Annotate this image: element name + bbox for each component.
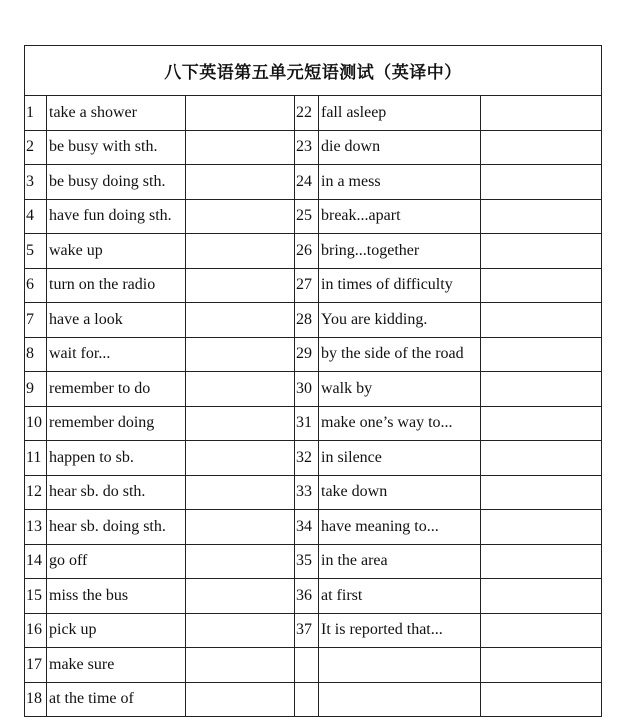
answer-blank[interactable] <box>481 544 602 579</box>
answer-blank[interactable] <box>481 682 602 717</box>
table-row <box>25 130 602 165</box>
item-number: 34 <box>295 510 319 545</box>
phrase-text: at first <box>319 579 481 614</box>
phrase-text <box>319 682 481 717</box>
table-row <box>25 613 602 648</box>
phrase-text: hear sb. doing sth. <box>47 510 186 545</box>
item-number: 5 <box>25 234 47 269</box>
table-row <box>25 648 602 683</box>
item-number: 15 <box>25 579 47 614</box>
answer-blank[interactable] <box>186 303 295 338</box>
item-number: 24 <box>295 165 319 200</box>
item-number: 18 <box>25 682 47 717</box>
phrase-text: remember doing <box>47 406 186 441</box>
phrase-text: by the side of the road <box>319 337 481 372</box>
answer-blank[interactable] <box>481 579 602 614</box>
phrase-test-sheet <box>24 45 601 717</box>
phrase-text: make one’s way to... <box>319 406 481 441</box>
answer-blank[interactable] <box>481 165 602 200</box>
table-row <box>25 96 602 131</box>
table-row <box>25 337 602 372</box>
phrase-text: You are kidding. <box>319 303 481 338</box>
answer-blank[interactable] <box>186 648 295 683</box>
phrase-text: in silence <box>319 441 481 476</box>
table-row <box>25 199 602 234</box>
answer-blank[interactable] <box>186 510 295 545</box>
table-row <box>25 510 602 545</box>
phrase-text: be busy with sth. <box>47 130 186 165</box>
item-number: 11 <box>25 441 47 476</box>
item-number: 27 <box>295 268 319 303</box>
phrase-text: take down <box>319 475 481 510</box>
item-number: 29 <box>295 337 319 372</box>
table-row <box>25 406 602 441</box>
phrase-text: go off <box>47 544 186 579</box>
phrase-text: be busy doing sth. <box>47 165 186 200</box>
item-number: 7 <box>25 303 47 338</box>
page-title: 八下英语第五单元短语测试（英译中） <box>25 46 602 96</box>
phrase-text: turn on the radio <box>47 268 186 303</box>
item-number: 25 <box>295 199 319 234</box>
answer-blank[interactable] <box>186 406 295 441</box>
answer-blank[interactable] <box>481 96 602 131</box>
table-row <box>25 234 602 269</box>
item-number: 9 <box>25 372 47 407</box>
answer-blank[interactable] <box>186 130 295 165</box>
item-number: 3 <box>25 165 47 200</box>
item-number: 26 <box>295 234 319 269</box>
item-number: 37 <box>295 613 319 648</box>
answer-blank[interactable] <box>186 199 295 234</box>
item-number: 32 <box>295 441 319 476</box>
table-row <box>25 579 602 614</box>
phrase-text: in times of difficulty <box>319 268 481 303</box>
table-row <box>25 475 602 510</box>
item-number: 16 <box>25 613 47 648</box>
item-number <box>295 682 319 717</box>
answer-blank[interactable] <box>186 441 295 476</box>
item-number: 1 <box>25 96 47 131</box>
table-row <box>25 441 602 476</box>
phrase-text: miss the bus <box>47 579 186 614</box>
answer-blank[interactable] <box>481 268 602 303</box>
item-number: 12 <box>25 475 47 510</box>
answer-blank[interactable] <box>186 475 295 510</box>
answer-blank[interactable] <box>186 96 295 131</box>
phrase-text: take a shower <box>47 96 186 131</box>
item-number: 14 <box>25 544 47 579</box>
answer-blank[interactable] <box>186 372 295 407</box>
item-number: 2 <box>25 130 47 165</box>
item-number: 22 <box>295 96 319 131</box>
phrase-text: break...apart <box>319 199 481 234</box>
phrase-text: in a mess <box>319 165 481 200</box>
answer-blank[interactable] <box>481 130 602 165</box>
table-row <box>25 268 602 303</box>
phrase-text: wait for... <box>47 337 186 372</box>
answer-blank[interactable] <box>481 199 602 234</box>
phrase-text: hear sb. do sth. <box>47 475 186 510</box>
phrase-text: fall asleep <box>319 96 481 131</box>
phrase-text: bring...together <box>319 234 481 269</box>
answer-blank[interactable] <box>481 510 602 545</box>
phrase-table <box>24 45 602 717</box>
phrase-text: make sure <box>47 648 186 683</box>
answer-blank[interactable] <box>186 613 295 648</box>
answer-blank[interactable] <box>186 165 295 200</box>
phrase-text: happen to sb. <box>47 441 186 476</box>
item-number: 8 <box>25 337 47 372</box>
answer-blank[interactable] <box>186 544 295 579</box>
answer-blank[interactable] <box>186 682 295 717</box>
answer-blank[interactable] <box>481 406 602 441</box>
answer-blank[interactable] <box>186 337 295 372</box>
item-number: 13 <box>25 510 47 545</box>
phrase-text: at the time of <box>47 682 186 717</box>
answer-blank[interactable] <box>186 234 295 269</box>
phrase-text <box>319 648 481 683</box>
phrase-text: pick up <box>47 613 186 648</box>
phrase-text: remember to do <box>47 372 186 407</box>
answer-blank[interactable] <box>186 268 295 303</box>
phrase-text: walk by <box>319 372 481 407</box>
answer-blank[interactable] <box>186 579 295 614</box>
phrase-text: have fun doing sth. <box>47 199 186 234</box>
answer-blank[interactable] <box>481 441 602 476</box>
phrase-text: It is reported that... <box>319 613 481 648</box>
table-row <box>25 544 602 579</box>
item-number: 23 <box>295 130 319 165</box>
answer-blank[interactable] <box>481 475 602 510</box>
answer-blank[interactable] <box>481 234 602 269</box>
item-number: 6 <box>25 268 47 303</box>
table-row <box>25 303 602 338</box>
answer-blank[interactable] <box>481 337 602 372</box>
answer-blank[interactable] <box>481 372 602 407</box>
table-row <box>25 165 602 200</box>
item-number: 28 <box>295 303 319 338</box>
item-number <box>295 648 319 683</box>
answer-blank[interactable] <box>481 303 602 338</box>
item-number: 4 <box>25 199 47 234</box>
phrase-text: have meaning to... <box>319 510 481 545</box>
table-row <box>25 372 602 407</box>
table-row <box>25 682 602 717</box>
item-number: 30 <box>295 372 319 407</box>
item-number: 10 <box>25 406 47 441</box>
phrase-text: wake up <box>47 234 186 269</box>
item-number: 31 <box>295 406 319 441</box>
phrase-text: have a look <box>47 303 186 338</box>
item-number: 33 <box>295 475 319 510</box>
phrase-text: die down <box>319 130 481 165</box>
item-number: 17 <box>25 648 47 683</box>
phrase-text: in the area <box>319 544 481 579</box>
answer-blank[interactable] <box>481 613 602 648</box>
item-number: 35 <box>295 544 319 579</box>
item-number: 36 <box>295 579 319 614</box>
answer-blank[interactable] <box>481 648 602 683</box>
